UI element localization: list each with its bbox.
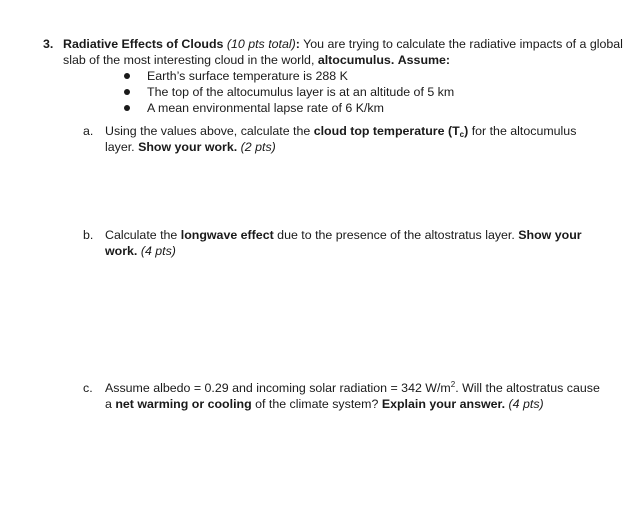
question-intro: You are trying to calculate the radiative impacts of a global slab of the most interesting cloud in the world, (63, 37, 623, 67)
part-a-letter: a. (83, 124, 94, 138)
part-c-superscript: 2 (450, 380, 456, 389)
part-a-points: (2 pts) (237, 140, 276, 154)
part-c-points: (4 pts) (505, 397, 544, 411)
part-a-subscript: c (459, 130, 465, 139)
question-number: 3. (43, 37, 54, 51)
question-points: (10 pts total) (226, 37, 296, 51)
part-b-text (105, 227, 603, 259)
part-a-bold2: Show your work. (138, 140, 238, 154)
part-c-bold1: net warming or cooling (115, 397, 252, 411)
bullet-icon (124, 105, 130, 111)
assumption-text: Earth’s surface temperature is 288 K (147, 69, 348, 83)
assumption-item (122, 84, 602, 100)
part-b-text1: Calculate the (105, 228, 181, 242)
part-a (83, 123, 603, 155)
question-assume: Assume: (397, 53, 451, 67)
assumption-text: The top of the altocumulus layer is at an altitude of 5 km (147, 85, 455, 99)
question-colon: : (295, 37, 300, 51)
part-a-text1: Using the values above, calculate the (105, 124, 314, 138)
part-c-text (105, 380, 603, 412)
part-c-letter: c. (83, 381, 93, 395)
assumption-item (122, 100, 602, 116)
part-a-bold1-end: ) (464, 124, 469, 138)
part-c-bold2: Explain your answer. (381, 397, 506, 411)
part-b (83, 227, 603, 259)
assumption-item (122, 68, 602, 84)
part-a-bold1-text: cloud top temperature (T (313, 124, 460, 138)
part-a-text (105, 123, 603, 155)
assumption-list (122, 68, 602, 116)
bullet-icon (124, 73, 130, 79)
part-c-text1: Assume albedo = 0.29 and incoming solar radiation = 342 W/m (105, 381, 451, 395)
part-b-bold2: Show your work. (105, 228, 582, 258)
part-c (83, 380, 603, 412)
part-a-text2: for the altocumulus layer. (105, 124, 577, 154)
part-c-text3: of the climate system? (251, 397, 382, 411)
part-b-bold1: longwave effect (180, 228, 274, 242)
part-b-text2: due to the presence of the altostratus layer. (273, 228, 519, 242)
bullet-icon (124, 89, 130, 95)
question-title: Radiative Effects of Clouds (63, 37, 224, 51)
assumption-text: A mean environmental lapse rate of 6 K/km (147, 101, 384, 115)
part-b-letter: b. (83, 228, 94, 242)
part-c-text2: . Will the altostratus cause a (105, 381, 600, 411)
question-header (43, 36, 628, 68)
part-b-points: (4 pts) (137, 244, 176, 258)
question-text (63, 36, 628, 68)
question-cloud-name: altocumulus. (317, 53, 395, 67)
part-a-bold1 (314, 124, 469, 138)
